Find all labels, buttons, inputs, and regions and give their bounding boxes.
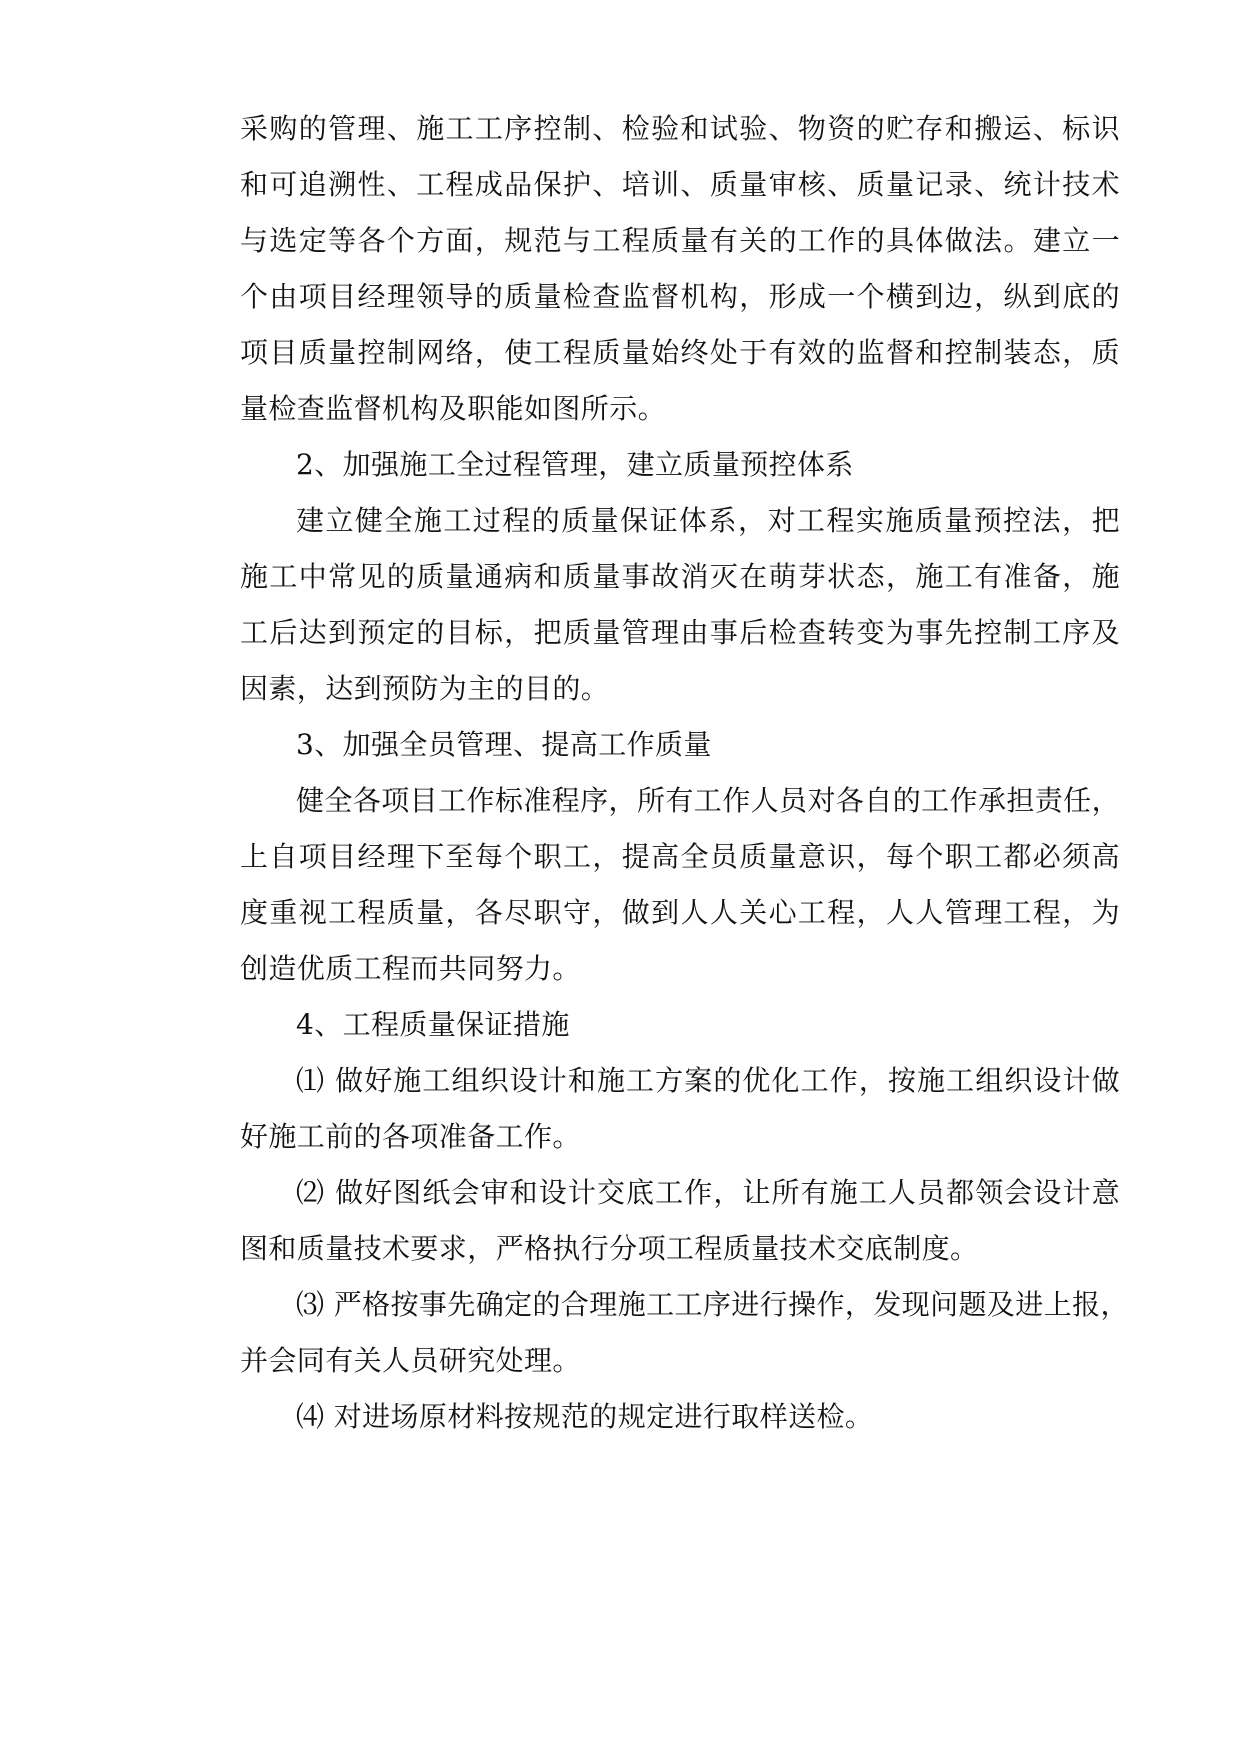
text-line: 建立健全施工过程的质量保证体系，对工程实施质量预控法，把 xyxy=(296,504,1120,537)
text-line: 和可追溯性、工程成品保护、培训、质量审核、质量记录、统计技术 xyxy=(240,168,1120,201)
text-line: 施工中常见的质量通病和质量事故消灭在萌芽状态，施工有准备，施 xyxy=(240,560,1120,593)
text-line: 个由项目经理领导的质量检查监督机构，形成一个横到边，纵到底的 xyxy=(240,280,1120,313)
list-item-1: ⑴ 做好施工组织设计和施工方案的优化工作，按施工组织设计做 xyxy=(296,1064,1120,1097)
text-line: 采购的管理、施工工序控制、检验和试验、物资的贮存和搬运、标识 xyxy=(240,112,1120,145)
text-line: 图和质量技术要求，严格执行分项工程质量技术交底制度。 xyxy=(240,1232,979,1265)
text-line: 与选定等各个方面，规范与工程质量有关的工作的具体做法。建立一 xyxy=(240,224,1120,257)
section-heading-3: 3、加强全员管理、提高工作质量 xyxy=(296,728,712,761)
text-line: 工后达到预定的目标，把质量管理由事后检查转变为事先控制工序及 xyxy=(240,616,1120,649)
section-heading-4: 4、工程质量保证措施 xyxy=(296,1008,570,1041)
list-item-4: ⑷ 对进场原材料按规范的规定进行取样送检。 xyxy=(296,1400,874,1433)
text-line: 上自项目经理下至每个职工，提高全员质量意识，每个职工都必须高 xyxy=(240,840,1120,873)
text-line: 度重视工程质量，各尽职守，做到人人关心工程，人人管理工程，为 xyxy=(240,896,1120,929)
list-item-2: ⑵ 做好图纸会审和设计交底工作，让所有施工人员都领会设计意 xyxy=(296,1176,1120,1209)
text-line: 健全各项目工作标准程序，所有工作人员对各自的工作承担责任， xyxy=(296,784,1120,817)
text-line: 创造优质工程而共同努力。 xyxy=(240,952,581,985)
text-line: 好施工前的各项准备工作。 xyxy=(240,1120,581,1153)
text-line: 并会同有关人员研究处理。 xyxy=(240,1344,581,1377)
list-item-3: ⑶ 严格按事先确定的合理施工工序进行操作，发现问题及进上报， xyxy=(296,1288,1129,1321)
text-line: 项目质量控制网络，使工程质量始终处于有效的监督和控制装态，质 xyxy=(240,336,1120,369)
text-line: 量检查监督机构及职能如图所示。 xyxy=(240,392,667,425)
section-heading-2: 2、加强施工全过程管理，建立质量预控体系 xyxy=(296,448,854,481)
text-line: 因素，达到预防为主的目的。 xyxy=(240,672,610,705)
